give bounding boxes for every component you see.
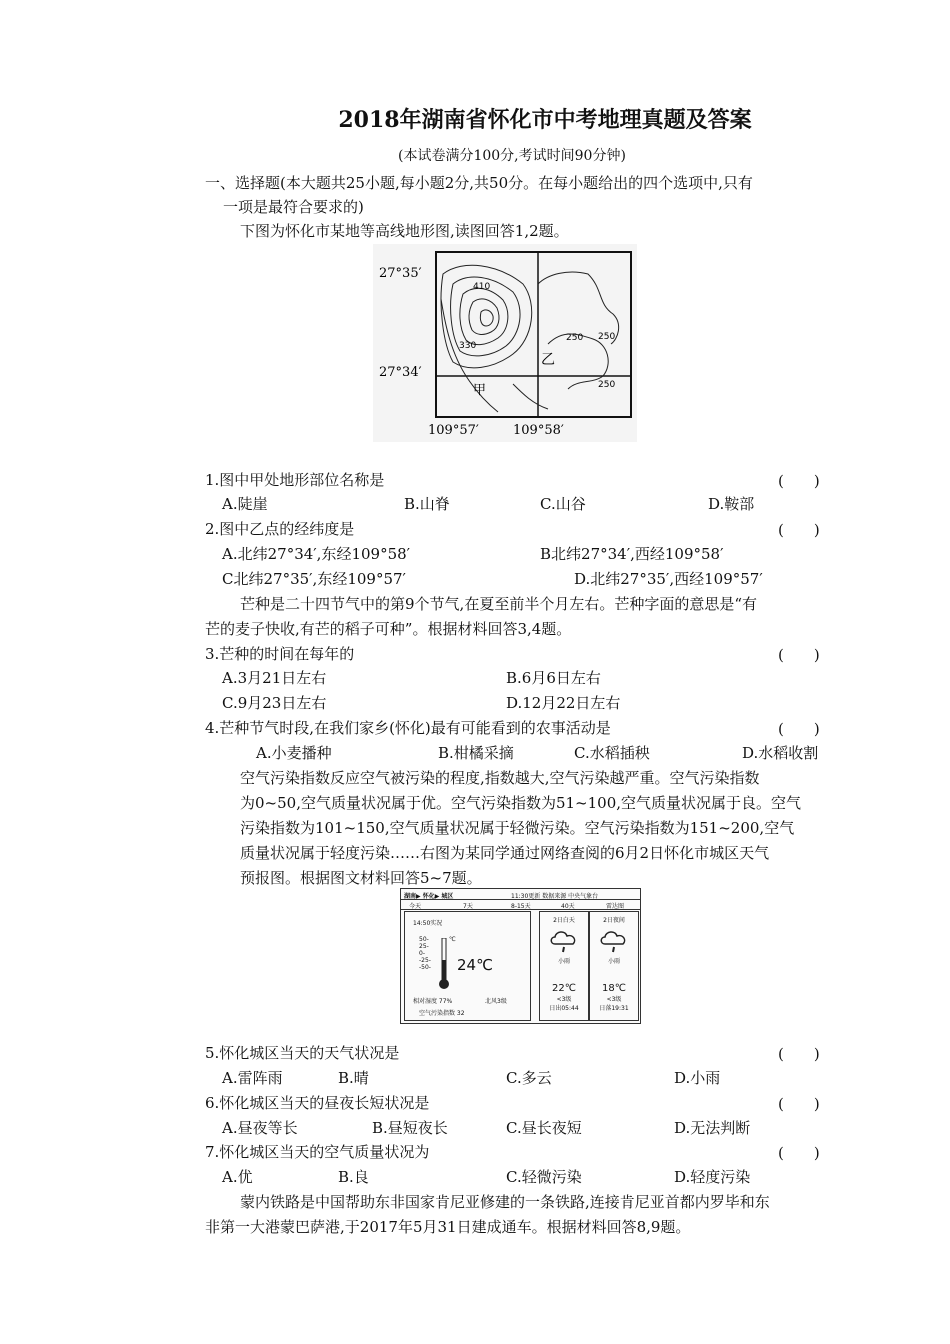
- wx-live-panel: [404, 911, 531, 1021]
- page-title: 2018年湖南省怀化市中考地理真题及答案: [338, 107, 752, 133]
- contour-map-graphic: [373, 244, 637, 442]
- q4-option-a: A.小麦播种: [256, 744, 332, 762]
- wx-day-wind: <3级: [556, 996, 572, 1003]
- wx-aqi: 空气污染指数 32: [419, 1010, 465, 1017]
- q7-option-d: D.轻度污染: [674, 1168, 751, 1186]
- q2-option-d: D.北纬27°35′,西经109°57′: [574, 570, 763, 588]
- q6-option-b: B.昼短夜长: [372, 1119, 448, 1137]
- q1-option-d: D.鞍部: [708, 495, 755, 513]
- rain-cloud-icon-day: [549, 928, 579, 954]
- q6-stem: 6.怀化城区当天的昼夜长短状况是: [205, 1094, 430, 1112]
- q5-option-a: A.雷阵雨: [222, 1069, 283, 1087]
- mangzhong-line2: 芒的麦子快收,有芒的稻子可种”。根据材料回答3,4题。: [205, 620, 572, 638]
- wx-day-title: 2日白天: [553, 917, 575, 924]
- map-intro: 下图为怀化市某地等高线地形图,读图回答1,2题。: [240, 222, 569, 240]
- contour-330-label: 330: [459, 341, 477, 351]
- railway-line2: 非第一大港蒙巴萨港,于2017年5月31日建成通车。根据材料回答8,9题。: [205, 1218, 691, 1236]
- lon-left-label: 109°57′: [428, 423, 479, 438]
- q2-option-a: A.北纬27°34′,东经109°58′: [222, 545, 411, 563]
- wx-live-time: 14:50实况: [413, 920, 443, 927]
- point-jia-label: 甲: [473, 383, 487, 398]
- q4-option-c: C.水稻插秧: [574, 744, 650, 762]
- wx-humidity: 相对湿度 77%: [413, 998, 453, 1005]
- q5-stem: 5.怀化城区当天的天气状况是: [205, 1044, 400, 1062]
- q1-stem: 1.图中甲处地形部位名称是: [205, 471, 385, 489]
- contour-map: [373, 244, 637, 442]
- wx-scale-50: 50-: [419, 936, 429, 943]
- q6-option-d: D.无法判断: [674, 1119, 751, 1137]
- contour-410-label: 410: [473, 282, 491, 292]
- air-line5: 预报图。根据图文材料回答5~7题。: [240, 869, 482, 887]
- wx-tab-radar: 雷达图: [606, 903, 625, 910]
- q3-option-a: A.3月21日左右: [222, 669, 327, 687]
- wx-day-panel: [539, 911, 589, 1021]
- q1-option-c: C.山谷: [540, 495, 586, 513]
- wx-tab-7days: 7天: [463, 903, 473, 910]
- q7-option-b: B.良: [338, 1168, 369, 1186]
- q5-answer-blank: ( ): [778, 1045, 820, 1063]
- q2-answer-blank: ( ): [778, 521, 820, 539]
- q7-option-c: C.轻微污染: [506, 1168, 582, 1186]
- wx-night-title: 2日夜间: [603, 917, 625, 924]
- contour-250-label-b: 250: [598, 332, 616, 342]
- wx-tab-today: 今天: [409, 903, 422, 910]
- section-heading-line2: 一项是最符合要求的): [223, 198, 364, 216]
- lat-top-label: 27°35′: [379, 266, 422, 281]
- lon-right-label: 109°58′: [513, 423, 564, 438]
- subtitle: (本试卷满分100分,考试时间90分钟): [398, 148, 626, 164]
- mangzhong-line1: 芒种是二十四节气中的第9个节气,在夏至前半个月左右。芒种字面的意思是“有: [240, 595, 757, 613]
- q7-option-a: A.优: [222, 1168, 253, 1186]
- wx-scale-0: 0-: [419, 950, 425, 957]
- contour-250-label-c: 250: [598, 380, 616, 390]
- wx-nav: 湖南▶ 怀化▶ 城区: [404, 893, 454, 900]
- q1-option-b: B.山脊: [404, 495, 450, 513]
- air-line4: 质量状况属于轻度污染……右图为某同学通过网络查阅的6月2日怀化市城区天气: [240, 844, 770, 862]
- wx-update: 11:30更新 数据来源 中央气象台: [511, 893, 599, 900]
- q3-option-b: B.6月6日左右: [506, 669, 601, 687]
- wx-scale-25: 25-: [419, 943, 429, 950]
- q5-option-b: B.晴: [338, 1069, 369, 1087]
- q4-option-d: D.水稻收割: [742, 744, 819, 762]
- q3-stem: 3.芒种的时间在每年的: [205, 645, 355, 663]
- wx-scale-m50: -50-: [419, 964, 431, 971]
- q5-option-c: C.多云: [506, 1069, 552, 1087]
- q7-answer-blank: ( ): [778, 1144, 820, 1162]
- rain-cloud-icon-night: [599, 928, 629, 954]
- q2-option-c: C北纬27°35′,东经109°57′: [222, 570, 406, 588]
- q1-option-a: A.陡崖: [222, 495, 268, 513]
- wx-current-temp: 24℃: [457, 956, 493, 974]
- railway-line1: 蒙内铁路是中国帮助东非国家肯尼亚修建的一条铁路,连接肯尼亚首都内罗毕和东: [240, 1193, 770, 1211]
- wx-night-panel: [589, 911, 639, 1021]
- q4-stem: 4.芒种节气时段,在我们家乡(怀化)最有可能看到的农事活动是: [205, 719, 611, 737]
- wx-wind: 北风3级: [485, 998, 507, 1005]
- q5-option-d: D.小雨: [674, 1069, 721, 1087]
- weather-forecast-image: [400, 888, 641, 1024]
- wx-sunrise: 日出05:44: [549, 1005, 579, 1012]
- q7-stem: 7.怀化城区当天的空气质量状况为: [205, 1143, 430, 1161]
- air-line1: 空气污染指数反应空气被污染的程度,指数越大,空气污染越严重。空气污染指数: [240, 769, 760, 787]
- wx-scale: [419, 936, 431, 971]
- q6-option-c: C.昼长夜短: [506, 1119, 582, 1137]
- wx-day-temp: 22℃: [552, 983, 576, 994]
- q6-answer-blank: ( ): [778, 1095, 820, 1113]
- air-line3: 污染指数为101~150,空气质量状况属于轻微污染。空气污染指数为151~200,空气: [240, 819, 795, 837]
- wx-tab-8-15days: 8-15天: [511, 903, 531, 910]
- lat-mid-label: 27°34′: [379, 365, 422, 380]
- q4-option-b: B.柑橘采摘: [438, 744, 514, 762]
- q3-option-d: D.12月22日左右: [506, 694, 621, 712]
- wx-unit: ℃: [449, 936, 456, 943]
- point-yi-label: 乙: [541, 352, 555, 368]
- wx-night-wind: <3级: [606, 996, 622, 1003]
- wx-scale-m25: -25-: [419, 957, 431, 964]
- wx-night-condition: 小雨: [607, 958, 620, 965]
- wx-night-temp: 18℃: [602, 983, 626, 994]
- wx-day-condition: 小雨: [557, 958, 570, 965]
- contour-250-label-a: 250: [566, 333, 584, 343]
- section-heading-line1: 一、选择题(本大题共25小题,每小题2分,共50分。在每小题给出的四个选项中,只有: [205, 174, 753, 192]
- wx-tab-40days: 40天: [561, 903, 575, 910]
- q1-answer-blank: ( ): [778, 472, 820, 490]
- q4-answer-blank: ( ): [778, 720, 820, 738]
- air-line2: 为0~50,空气质量状况属于优。空气污染指数为51~100,空气质量状况属于良。空气: [240, 794, 802, 812]
- q6-option-a: A.昼夜等长: [222, 1119, 298, 1137]
- thermometer-icon: [438, 938, 450, 990]
- q2-option-b: B北纬27°34′,西经109°58′: [540, 545, 724, 563]
- q2-stem: 2.图中乙点的经纬度是: [205, 520, 355, 538]
- q3-answer-blank: ( ): [778, 646, 820, 664]
- wx-sunset: 日落19:31: [599, 1005, 629, 1012]
- q3-option-c: C.9月23日左右: [222, 694, 327, 712]
